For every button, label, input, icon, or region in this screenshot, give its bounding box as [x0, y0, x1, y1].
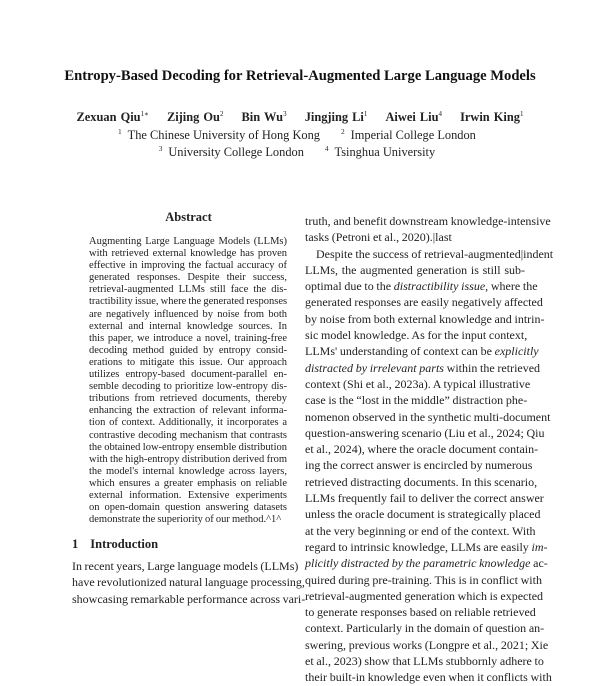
text-line: demonstrate the superiority of our method.^1^ [89, 514, 282, 526]
text-line: with the high-entropy distribution derived from [89, 453, 287, 465]
text-line: Augmenting Large Language Models (LLMs) [89, 236, 287, 247]
affiliation: $^1$ The Chinese University of Hong Kong [118, 128, 320, 142]
text-line: utilizes entropy-based document-parallel en- [89, 369, 287, 381]
text-line: nomenon observed in the synthetic multi-document [305, 409, 551, 424]
text-line: LLMs' understanding of context can be explicitly [305, 344, 539, 359]
text-line: In recent years, Large language models (LLMs) [72, 559, 299, 573]
introduction-heading [72, 537, 158, 552]
text-line: which ensures a greater emphasis on reliable [89, 477, 287, 489]
author: Aiwei Liu$^4$ [385, 110, 442, 124]
author: Bin Wu$^3$ [241, 110, 287, 124]
text-line: retrieval-augmented generation which is expected [305, 588, 544, 603]
text-line: semble decoding to prioritize low-entropy dis- [89, 381, 287, 393]
text-line: LLMs, the augmented generation is still sub- [305, 262, 525, 277]
text-line: tion of context. Additionally, it incorporates a [89, 417, 287, 429]
abstract-body [89, 236, 287, 526]
text-line: tributions from retrieved documents, thereby [89, 393, 287, 405]
text-line: by noise from both external knowledge and intrin- [305, 311, 545, 326]
text-line: sic model knowledge. As for the input context, [305, 328, 528, 343]
text-line: LLMs frequently fail to deliver the correct answer [305, 491, 544, 506]
text-line: optimal due to the distractibility issue, where the [305, 279, 538, 294]
text-line: unless the oracle document is strategically placed [305, 507, 541, 522]
text-line: case is the “lost in the middle” distraction phe- [305, 393, 528, 408]
text-line: tractibility issue, where the generated responses [89, 296, 288, 308]
author: Irwin King$^1$ [460, 110, 524, 124]
abstract-heading: Abstract [165, 210, 212, 224]
section-title: Introduction [90, 537, 159, 551]
text-line: plicitly distracted by the parametric knowledge ac- [305, 556, 548, 571]
text-line: have revolutionized natural language processing, [72, 575, 305, 590]
text-line: are negatively influenced by noise from both [89, 308, 287, 320]
text-line: the obtained low-entropy ensemble distribution [89, 441, 287, 453]
text-line: Despite the success of retrieval-augmented|indent [316, 246, 554, 261]
text-line: enhancing the extraction of relevant informa- [89, 405, 287, 417]
text-line: regard to intrinsic knowledge, LLMs are easily im- [305, 539, 548, 554]
author: Zexuan Qiu$^{1∗}$ [76, 110, 149, 124]
text-line: context. Particularly in the domain of question an- [305, 621, 545, 636]
text-line: showcasing remarkable performance across vari- [72, 591, 306, 606]
text-line: external and internal knowledge sources. In [89, 320, 287, 332]
text-line: retrieval-augmented LLMs still face the dis- [89, 284, 287, 296]
text-line: generated responses. Despite their success, [89, 272, 287, 284]
text-line: et al., 2023) show that LLMs stubbornly adhere to [305, 654, 544, 669]
text-line: swering, previous works (Longpre et al., 2021; Xie [305, 637, 549, 652]
text-line: et al., 2024), where the oracle document contain- [305, 442, 539, 457]
text-line: at the very beginning or end of the context. With [305, 523, 536, 538]
affiliation: $^2$ Imperial College London [341, 128, 476, 142]
section-number: 1 [72, 537, 79, 551]
text-line: context (Shi et al., 2023a). A typical illustrative [305, 376, 531, 391]
text-line: distracted by irrelevant parts within the retrieved [305, 360, 541, 375]
text-line: effective in improving the factual accuracy of [89, 260, 287, 272]
text-line: truth, and benefit downstream knowledge-intensive [305, 214, 551, 228]
text-line: the model's internal knowledge across layers, [89, 465, 287, 477]
text-line: retrieved distracting documents. In this scenario, [305, 474, 538, 489]
author-list [0, 110, 600, 125]
text-line: contrastive decoding mechanism that contrasts [89, 429, 287, 441]
text-line: their built-in knowledge even when it conflicts with [305, 670, 552, 685]
paper-title: Entropy-Based Decoding for Retrieval-Augmented Large Language Models [64, 68, 536, 84]
text-line: decoding method guided by entropy consid- [89, 344, 287, 356]
affiliation: $^3$ University College London [158, 145, 304, 159]
author: Zijing Ou$^2$ [166, 110, 224, 124]
right-column-body [305, 213, 554, 686]
text-line: this paper, we introduce a novel, training-free [89, 332, 287, 344]
text-line: question-answering scenario (Liu et al., 2024; Qiu [305, 425, 545, 440]
affiliations-line-1 [0, 128, 600, 143]
author: Jingjing Li$^1$ [304, 110, 368, 124]
text-line: on open-domain question answering datasets [89, 502, 287, 514]
affiliation: $^4$ Tsinghua University [325, 145, 436, 159]
text-line: to generate responses based on reliable retrieved [305, 605, 536, 620]
text-line: external information. Extensive experiments [89, 489, 287, 501]
text-line: erations to mitigate this issue. Our approach [89, 356, 287, 368]
affiliations-line-2 [0, 145, 600, 160]
text-line: with retrieved external knowledge has proven [89, 248, 287, 260]
text-line: generated responses are easily negatively affected [305, 295, 543, 310]
text-line: tasks (Petroni et al., 2020).|last [305, 230, 452, 245]
text-line: quired during pre-training. This is in conflict with [305, 572, 542, 587]
text-line: ing the correct answer is encircled by numerous [305, 458, 533, 473]
